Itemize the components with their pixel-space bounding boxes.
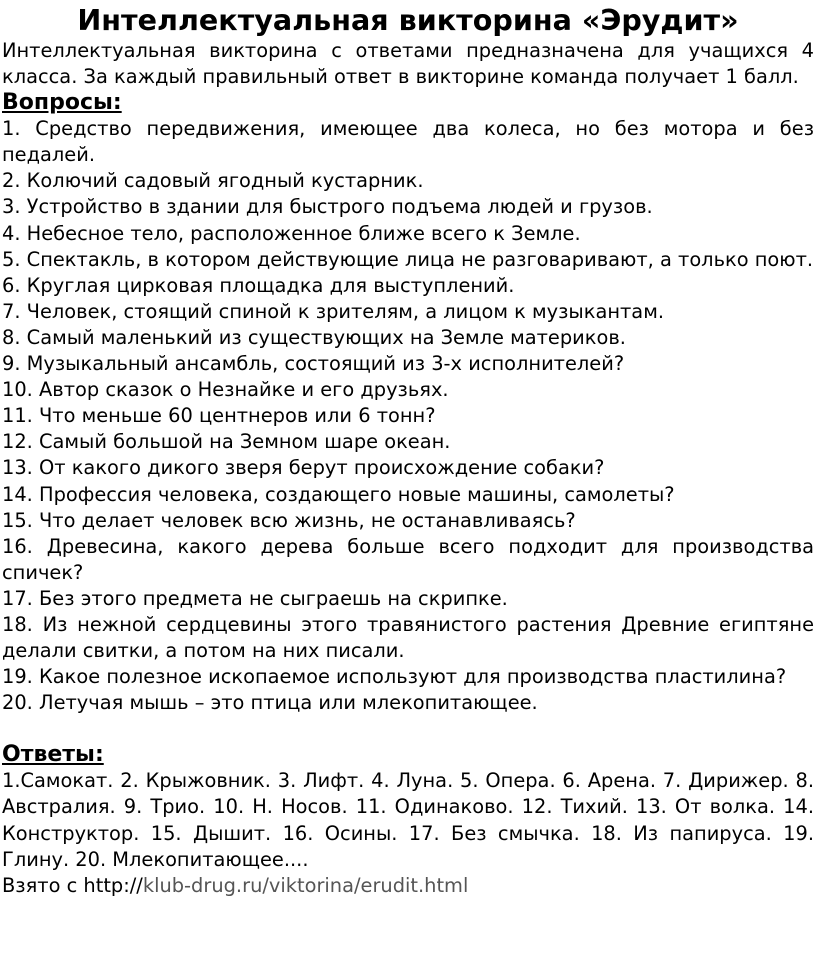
question-item: 11. Что меньше 60 центнеров или 6 тонн? <box>2 404 436 428</box>
question-item: 18. Из нежной сердцевины этого травянистого растения Древние египтяне делали свитки, а потом на них писали. <box>2 612 814 663</box>
question-item: 2. Колючий садовый ягодный кустарник. <box>2 169 424 193</box>
intro-paragraph: Интеллектуальная викторина с ответами предназначена для учащихся 4 класса. За каждый правильный ответ в викторине команда получает 1 балл. <box>2 39 814 89</box>
source-line <box>2 873 814 899</box>
question-item: 16. Древесина, какого дерева больше всего подходит для производства спичек? <box>2 534 814 584</box>
question-item: 19. Какое полезное ископаемое используют для производства пластилина? <box>2 665 787 689</box>
section-spacer <box>2 716 814 742</box>
question-item: 3. Устройство в здании для быстрого подъема людей и грузов. <box>2 195 653 219</box>
question-item: 5. Спектакль, в котором действующие лица не разговаривают, а только поют. <box>2 247 814 271</box>
question-item: 4. Небесное тело, расположенное ближе всего к Земле. <box>2 221 581 245</box>
answers-heading: Ответы: <box>2 742 104 768</box>
document-title: Интеллектуальная викторина «Эрудит» <box>77 3 739 37</box>
questions-list <box>2 116 814 716</box>
question-item: 20. Летучая мышь – это птица или млекопитающее. <box>2 691 538 715</box>
answers-paragraph: 1.Самокат. 2. Крыжовник. 3. Лифт. 4. Луна. 5. Опера. 6. Арена. 7. Дирижер. 8. Австралия. 9. Трио. 10. Н. Носов. 11. Одинаково. 12. Тихий. 13. От волка. 14. Конструктор. 15. Дышит. 16. Осины. 17. Без смычка. 18. Из папируса. 19. Глину. 20. Млекопитающее.... <box>2 769 814 871</box>
question-item: 10. Автор сказок о Незнайке и его друзьях. <box>2 378 449 402</box>
question-item: 15. Что делает человек всю жизнь, не останавливаясь? <box>2 508 576 532</box>
question-item: 13. От какого дикого зверя берут происхождение собаки? <box>2 456 605 480</box>
questions-heading: Вопросы: <box>2 90 122 116</box>
question-item: 1. Средство передвижения, имеющее два колеса, но без мотора и без педалей. <box>2 117 814 167</box>
question-item: 14. Профессия человека, создающего новые машины, самолеты? <box>2 482 675 506</box>
source-prefix: Взято с http:// <box>2 873 143 897</box>
question-item: 8. Самый маленький из существующих на Земле материков. <box>2 325 626 349</box>
question-item: 17. Без этого предмета не сыграешь на скрипке. <box>2 586 508 610</box>
question-item: 6. Круглая цирковая площадка для выступлений. <box>2 273 515 297</box>
source-link[interactable]: klub-drug.ru/viktorina/erudit.html <box>142 873 469 897</box>
question-item: 7. Человек, стоящий спиной к зрителям, а лицом к музыкантам. <box>2 299 664 323</box>
question-item: 12. Самый большой на Земном шаре океан. <box>2 430 451 454</box>
question-item: 9. Музыкальный ансамбль, состоящий из 3-х исполнителей? <box>2 352 625 376</box>
